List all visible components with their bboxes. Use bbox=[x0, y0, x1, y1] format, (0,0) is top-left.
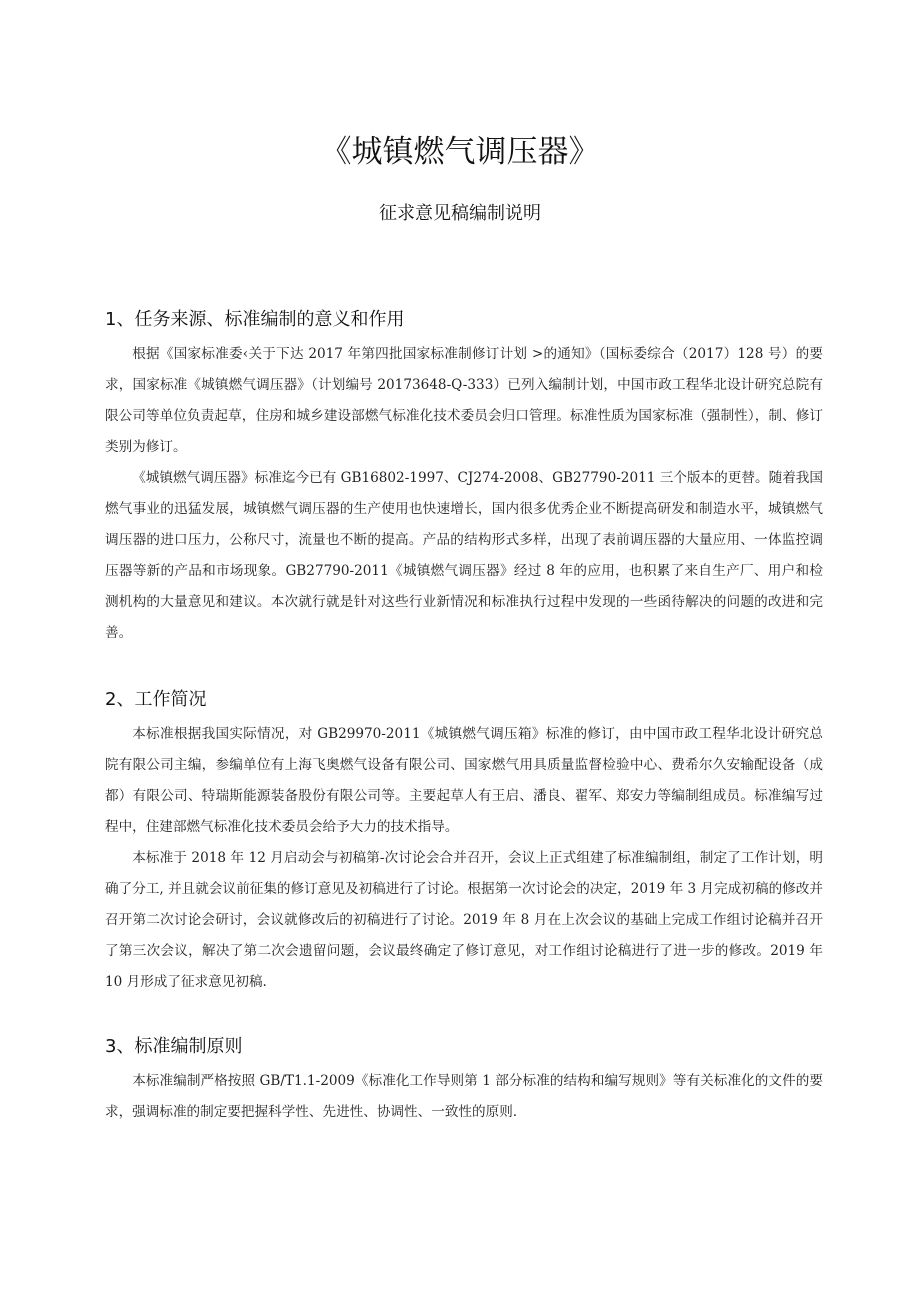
section-paragraph: 本标准根据我国实际情况，对 GB29970-2011《城镇燃气调压箱》标准的修订，由中国市政工程华北设计研究总院有限公司主编，参编单位有上海飞奥燃气设备有限公司、国家燃气用具质量监督检验中心、费希尔久安输配设备（成都）有限公司、特瑞斯能源装备股份有限公司等。主要起草人有王启、潘良、翟军、郑安力等编制组成员。标准编写过程中，住建部燃气标准化技术委员会给予大力的技术指导。 bbox=[105, 726, 823, 835]
section-paragraph: 《城镇燃气调压器》标准迄今已有 GB16802-1997、CJ274-2008、GB27790-2011 三个版本的更替。随着我国燃气事业的迅猛发展，城镇燃气调压器的生产使用也快速增长，国内很多优秀企业不断提高研发和制造水平，城镇燃气调压器的进口压力，公称尺寸，流量也不断的提高。产品的结构形式多样，出现了表前调压器的大量应用、一体监控调压器等新的产品和市场现象。GB27790-2011《城镇燃气调压器》经过 8 年的应用，也积累了来自生产厂、用户和检测机构的大量意见和建议。本次就行就是针对这些行业新情况和标准执行过程中发现的一些函待解决的问题的改进和完善。 bbox=[105, 470, 823, 641]
section-principles bbox=[105, 1032, 823, 1128]
section-paragraph: 根据《国家标准委‹关于下达 2017 年第四批国家标准制修订计划 >的通知》（国标委综合（2017）128 号）的要求，国家标准《城镇燃气调压器》（计划编号 20173648-Q-333）已列入编制计划，中国市政工程华北设计研究总院有限公司等单位负责起草，住房和城乡建设部燃气标准化技术委员会归口管理。标准性质为国家标准（强制性），制、修订类别为修订。 bbox=[105, 346, 823, 455]
section-paragraph: 本标准编制严格按照 GB/T1.1-2009《标准化工作导则第 1 部分标准的结构和编写规则》等有关标准化的文件的要求，强调标准的制定要把握科学性、先进性、协调性、一致性的原则. bbox=[105, 1073, 823, 1120]
document-subtitle: 征求意见稿编制说明 bbox=[379, 203, 541, 224]
document-title: 《城镇燃气调压器》 bbox=[320, 134, 600, 170]
section-paragraph: 本标准于 2018 年 12 月启动会与初稿第-次讨论会合并召开，会议上正式组建了标准编制组，制定了工作计划，明确了分工, 并且就会议前征集的修订意见及初稿进行了讨论。根据第一次讨论会的决定，2019 年 3 月完成初稿的修改并召开第二次讨论会研讨，会议就修改后的初稿进行了讨论。2019 年 8 月在上次会议的基础上完成工作组讨论稿并召开了第三次会议，解决了第二次会遗留问题，会议最终确定了修订意见，对工作组讨论稿进行了进一步的修改。2019 年 10 月形成了征求意见初稿. bbox=[105, 850, 823, 990]
section-task-source bbox=[105, 305, 823, 649]
section-work-overview bbox=[105, 685, 823, 998]
section-heading: 1、任务来源、标准编制的意义和作用 bbox=[105, 309, 405, 330]
section-heading: 2、工作简况 bbox=[105, 689, 207, 710]
section-heading: 3、标准编制原则 bbox=[105, 1036, 243, 1057]
